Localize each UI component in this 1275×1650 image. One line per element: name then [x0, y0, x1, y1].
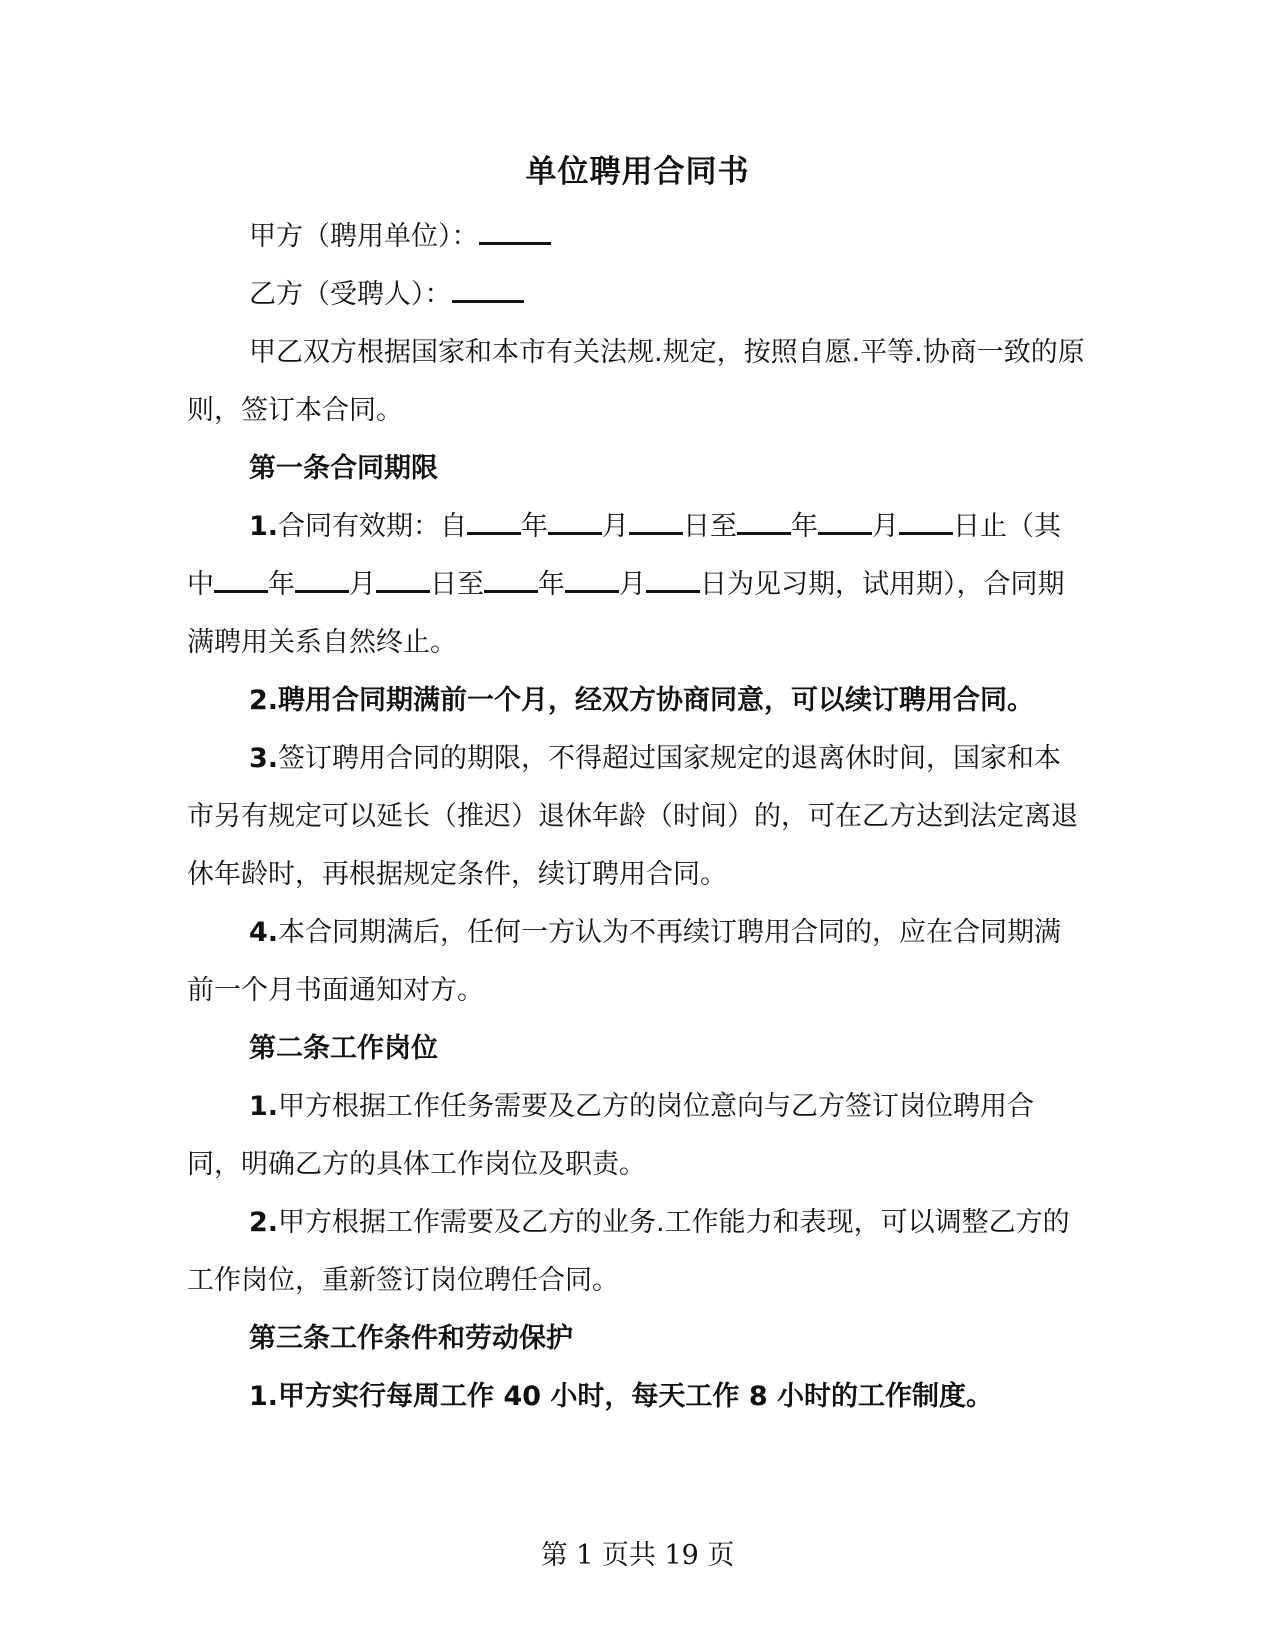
article2-heading: 第二条工作岗位: [249, 1033, 438, 1064]
year-label: 年: [268, 569, 295, 600]
probation-end-year-blank: [484, 556, 538, 593]
start-day-blank: [629, 498, 683, 535]
end-month-blank: [818, 498, 872, 535]
start-year-blank: [467, 498, 521, 535]
article3-heading: 第三条工作条件和劳动保护: [249, 1323, 573, 1354]
day-to-label: 日至: [683, 511, 738, 542]
article1-item3: [187, 730, 1087, 904]
article1-heading: 第一条合同期限: [249, 453, 438, 484]
item-text: 甲方根据工作任务需要及乙方的岗位意向与乙方签订岗位聘用合同，明确乙方的具体工作岗位及职责。: [187, 1091, 1035, 1180]
item-text: 合同有效期：自: [278, 511, 468, 542]
article1-item2: 2.聘用合同期满前一个月，经双方协商同意，可以续订聘用合同。: [249, 685, 1035, 716]
party-a-line: [187, 208, 1087, 266]
document-body: [187, 208, 1087, 1426]
year-label: 年: [538, 569, 565, 600]
probation-start-year-blank: [214, 556, 268, 593]
item-number: 2.: [249, 1207, 279, 1238]
end-day-blank: [899, 498, 953, 535]
item-number: 1.: [249, 511, 279, 542]
month-label: 月: [349, 569, 376, 600]
page-footer: 第 1 页共 19 页: [540, 1540, 735, 1571]
probation-end-month-blank: [565, 556, 619, 593]
party-a-label: 甲方（聘用单位）：: [249, 221, 479, 252]
item-text: 本合同期满后，任何一方认为不再续订聘用合同的，应在合同期满前一个月书面通知对方。: [187, 917, 1062, 1006]
item-text: 签订聘用合同的期限，不得超过国家规定的退离休时间，国家和本市另有规定可以延长（推迟）退休年龄（时间）的，可在乙方达到法定离退休年龄时，再根据规定条件，续订聘用合同。: [187, 743, 1078, 890]
article2-item2: [187, 1194, 1087, 1310]
month-label: 月: [619, 569, 646, 600]
party-a-blank: [479, 208, 551, 245]
month-label: 月: [602, 511, 630, 542]
intro-paragraph: 甲乙双方根据国家和本市有关法规.规定，按照自愿.平等.协商一致的原则，签订本合同。: [187, 337, 1085, 426]
article3-item1: 1.甲方实行每周工作 40 小时，每天工作 8 小时的工作制度。: [249, 1381, 994, 1412]
party-b-blank: [452, 266, 524, 303]
day-to-label: 日至: [430, 569, 484, 600]
year-label: 年: [521, 511, 549, 542]
item-number: 4.: [249, 917, 279, 948]
end-year-blank: [737, 498, 791, 535]
start-month-blank: [548, 498, 602, 535]
party-b-label: 乙方（受聘人）：: [249, 279, 452, 310]
item-number: 1.: [249, 1091, 279, 1122]
article1-item4: [187, 904, 1087, 1020]
item-text: 甲方根据工作需要及乙方的业务.工作能力和表现，可以调整乙方的工作岗位，重新签订岗位聘任合同。: [187, 1207, 1070, 1296]
probation-end-day-blank: [646, 556, 700, 593]
probation-start-day-blank: [376, 556, 430, 593]
month-label: 月: [872, 511, 900, 542]
probation-start-month-blank: [295, 556, 349, 593]
paren-open-label: （其中: [187, 511, 1062, 600]
article1-item1: [187, 498, 1087, 672]
party-b-line: [187, 266, 1087, 324]
document-title: 单位聘用合同书: [525, 154, 750, 190]
probation-tail-text: 日为见习期，试用期），合同期满聘用关系自然终止。: [187, 569, 1065, 658]
year-label: 年: [791, 511, 819, 542]
article2-item1: [187, 1078, 1087, 1194]
item-number: 3.: [249, 743, 279, 774]
day-end-label: 日止: [953, 511, 1008, 542]
